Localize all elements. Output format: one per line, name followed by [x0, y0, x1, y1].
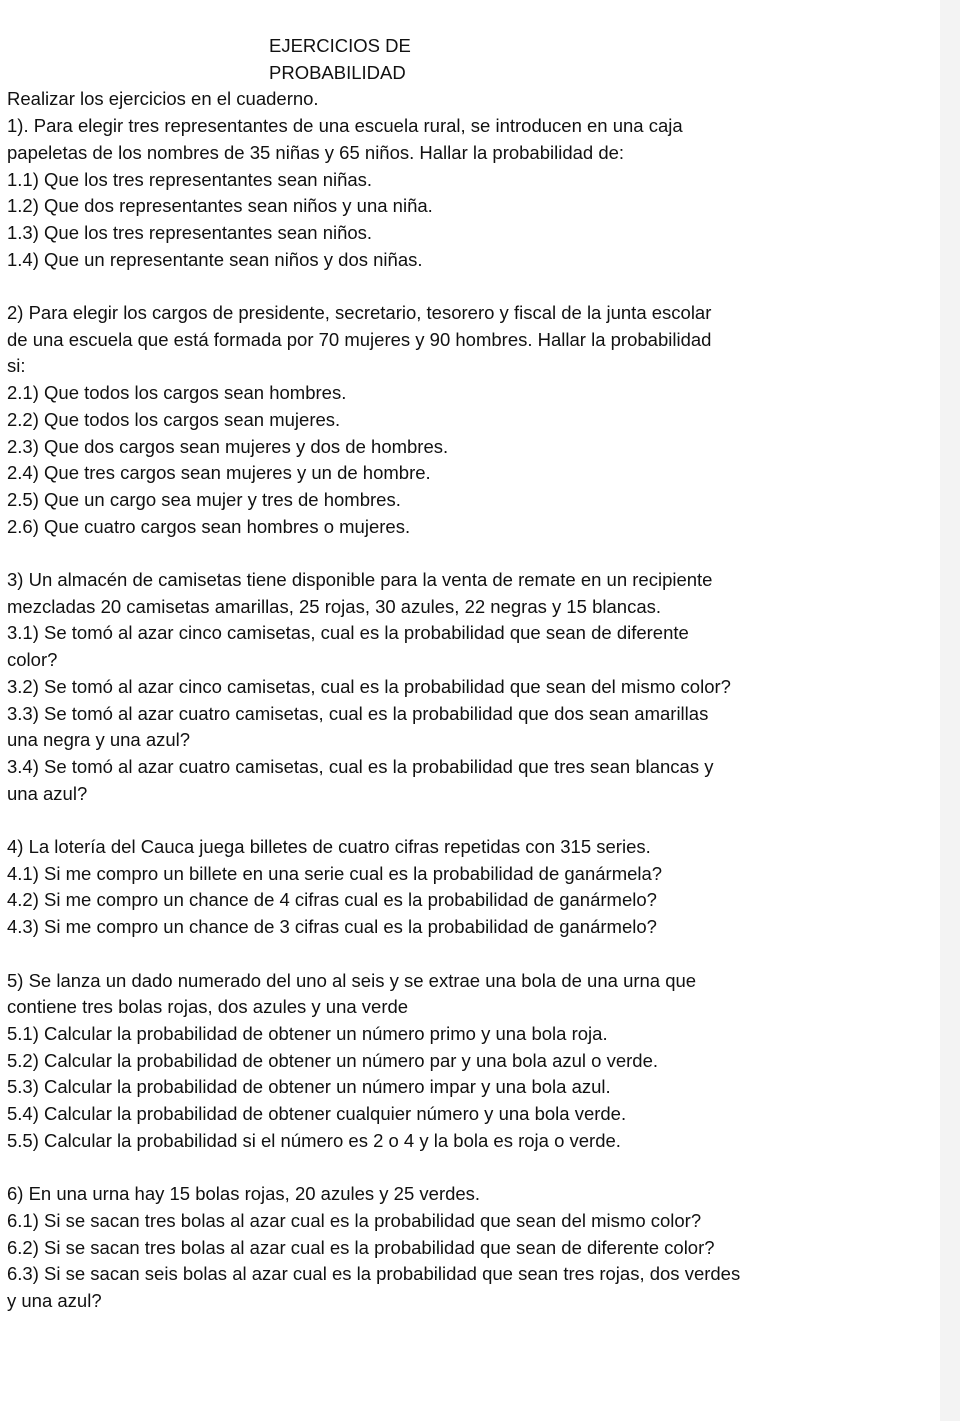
exercise-3-statement: 3) Un almacén de camisetas tiene disponible para la venta de remate en un recipiente: [7, 569, 713, 591]
exercise-4-item: 4.2) Si me compro un chance de 4 cifras cual es la probabilidad de ganármelo?: [7, 889, 657, 911]
exercise-5-item: 5.2) Calcular la probabilidad de obtener un número par y una bola azul o verde.: [7, 1049, 658, 1071]
exercise-2-item: 2.1) Que todos los cargos sean hombres.: [7, 382, 347, 404]
exercise-3-statement: mezcladas 20 camisetas amarillas, 25 rojas, 30 azules, 22 negras y 15 blancas.: [7, 595, 662, 617]
exercise-3-item: 3.2) Se tomó al azar cinco camisetas, cual es la probabilidad que sean del mismo color?: [7, 675, 731, 697]
exercise-4-item: 4.3) Si me compro un chance de 3 cifras cual es la probabilidad de ganármelo?: [7, 916, 657, 938]
document-title: EJERCICIOS DE PROBABILIDAD: [269, 35, 411, 83]
exercise-3-item: 3.4) Se tomó al azar cuatro camisetas, cual es la probabilidad que tres sean blancas y: [7, 755, 714, 777]
exercise-5-statement: contiene tres bolas rojas, dos azules y una verde: [7, 996, 409, 1018]
exercise-6: [7, 1181, 927, 1315]
exercise-2: [7, 300, 927, 540]
exercise-4: [7, 834, 927, 941]
exercise-2-statement: 2) Para elegir los cargos de presidente, secretario, tesorero y fiscal de la junta escolar: [7, 302, 712, 324]
exercise-6-item: 6.3) Si se sacan seis bolas al azar cual es la probabilidad que sean tres rojas, dos verdes: [7, 1263, 741, 1285]
exercise-1-item: 1.2) Que dos representantes sean niños y una niña.: [7, 195, 433, 217]
exercise-3-item: una negra y una azul?: [7, 729, 191, 751]
exercise-3: [7, 567, 927, 807]
document-page: [7, 33, 927, 1315]
exercise-1-item: 1.4) Que un representante sean niños y dos niñas.: [7, 248, 423, 270]
exercise-3-item: una azul?: [7, 782, 88, 804]
exercise-2-item: 2.2) Que todos los cargos sean mujeres.: [7, 408, 341, 430]
exercise-3-item: 3.3) Se tomó al azar cuatro camisetas, cual es la probabilidad que dos sean amarillas: [7, 702, 709, 724]
exercise-5: [7, 968, 927, 1155]
instruction-text: Realizar los ejercicios en el cuaderno.: [7, 88, 319, 110]
exercise-5-item: 5.1) Calcular la probabilidad de obtener un número primo y una bola roja.: [7, 1022, 608, 1044]
exercise-6-item: y una azul?: [7, 1289, 102, 1311]
exercise-6-statement: 6) En una urna hay 15 bolas rojas, 20 azules y 25 verdes.: [7, 1183, 481, 1205]
exercise-1: [7, 113, 927, 273]
exercise-5-statement: 5) Se lanza un dado numerado del uno al seis y se extrae una bola de una urna que: [7, 969, 697, 991]
exercise-4-item: 4.1) Si me compro un billete en una serie cual es la probabilidad de ganármela?: [7, 862, 663, 884]
exercise-3-item: color?: [7, 649, 58, 671]
exercise-2-item: 2.4) Que tres cargos sean mujeres y un de hombre.: [7, 462, 431, 484]
paragraph-gap: [7, 941, 927, 968]
exercise-2-item: 2.3) Que dos cargos sean mujeres y dos de hombres.: [7, 435, 449, 457]
exercise-4-statement: 4) La lotería del Cauca juega billetes de cuatro cifras repetidas con 315 series.: [7, 836, 651, 858]
exercise-2-statement: de una escuela que está formada por 70 mujeres y 90 hombres. Hallar la probabilidad: [7, 328, 712, 350]
page-margin-rail: [940, 0, 960, 1421]
paragraph-gap: [7, 1154, 927, 1181]
exercise-2-statement: si:: [7, 355, 26, 377]
exercise-1-statement: papeletas de los nombres de 35 niñas y 65 niños. Hallar la probabilidad de:: [7, 141, 625, 163]
exercise-6-item: 6.1) Si se sacan tres bolas al azar cual es la probabilidad que sean del mismo color?: [7, 1209, 702, 1231]
exercise-2-item: 2.5) Que un cargo sea mujer y tres de hombres.: [7, 488, 401, 510]
paragraph-gap: [7, 540, 927, 567]
exercise-1-statement: 1). Para elegir tres representantes de una escuela rural, se introducen en una caja: [7, 115, 683, 137]
exercise-3-item: 3.1) Se tomó al azar cinco camisetas, cual es la probabilidad que sean de diferente: [7, 622, 689, 644]
exercise-5-item: 5.5) Calcular la probabilidad si el número es 2 o 4 y la bola es roja o verde.: [7, 1129, 621, 1151]
paragraph-gap: [7, 273, 927, 300]
exercise-1-item: 1.1) Que los tres representantes sean niñas.: [7, 168, 373, 190]
exercise-2-item: 2.6) Que cuatro cargos sean hombres o mujeres.: [7, 515, 411, 537]
exercise-1-item: 1.3) Que los tres representantes sean niños.: [7, 221, 373, 243]
exercise-5-item: 5.3) Calcular la probabilidad de obtener un número impar y una bola azul.: [7, 1076, 611, 1098]
exercise-6-item: 6.2) Si se sacan tres bolas al azar cual es la probabilidad que sean de diferente color?: [7, 1236, 715, 1258]
paragraph-gap: [7, 807, 927, 834]
exercise-5-item: 5.4) Calcular la probabilidad de obtener cualquier número y una bola verde.: [7, 1103, 627, 1125]
